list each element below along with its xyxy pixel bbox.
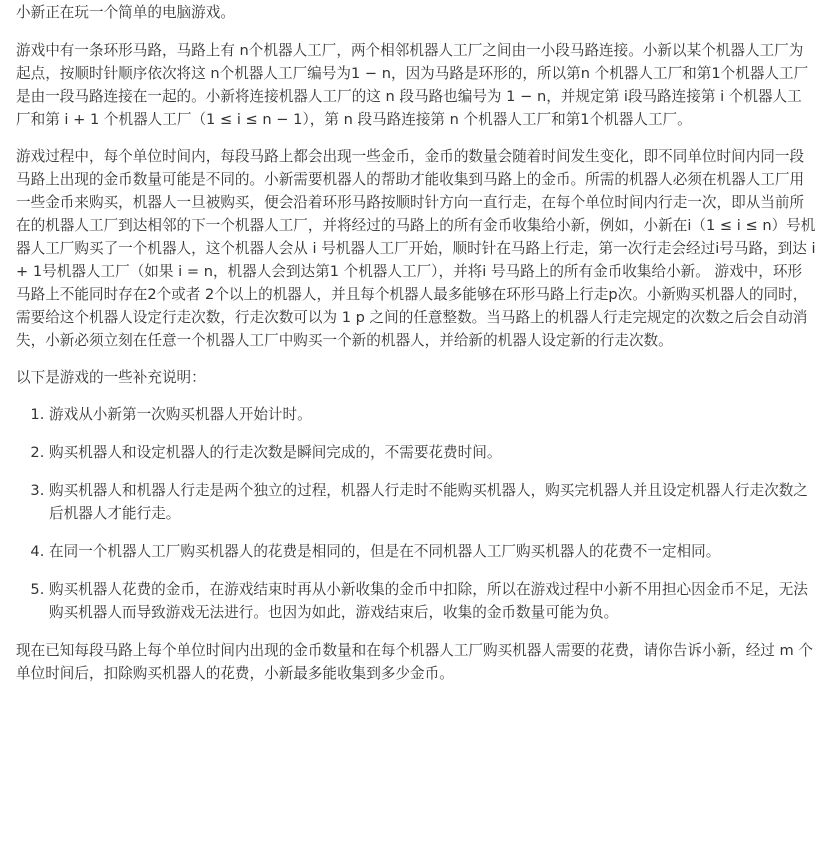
list-item: 5. 购买机器人花费的金币，在游戏结束时再从小新收集的金币中扣除，所以在游戏过程中小新不用担心因金币不足，无法购买机器人而导致游戏无法进行。也因为如此，游戏结束后，收集的金币数量可能为负。: [49, 578, 816, 624]
list-item: 2. 购买机器人和设定机器人的行走次数是瞬间完成的，不需要花费时间。: [49, 441, 816, 464]
paragraph-game-process: 游戏过程中，每个单位时间内，每段马路上都会出现一些金币，金币的数量会随着时间发生变化，即不同单位时间内同一段马路上出现的金币数量可能是不同的。小新需要机器人的帮助才能收集到马路上的金币。所需的机器人必须在机器人工厂用一些金币来购买，机器人一旦被购买，便会沿着环形马路按顺时针方向一直行走，在每个单位时间内行走一次，即从当前所在的机器人工厂到达相邻的下一个机器人工厂，并将经过的马路上的所有金币收集给小新，例如，小新在i（1 ≤ i ≤ n）号机器人工厂购买了一个机器人，这个机器人会从 i 号机器人工厂开始，顺时针在马路上行走，第一次行走会经过i号马路，到达 i + 1号机器人工厂（如果 i = n，机器人会到达第1 个机器人工厂），并将i 号马路上的所有金币收集给小新。 游戏中，环形马路上不能同时存在2个或者 2个以上的机器人，并且每个机器人最多能够在环形马路上行走p次。小新购买机器人的同时，需要给这个机器人设定行走次数，行走次数可以为 1 p 之间的任意整数。当马路上的机器人行走完规定的次数之后会自动消失，小新必须立刻在任意一个机器人工厂中购买一个新的机器人，并给新的机器人设定新的行走次数。: [16, 148, 816, 349]
paragraph-road-description: 游戏中有一条环形马路，马路上有 n个机器人工厂，两个相邻机器人工厂之间由一小段马路连接。小新以某个机器人工厂为起点，按顺时针顺序依次将这 n个机器人工厂编号为1 − n，因为马路是环形的，所以第n 个机器人工厂和第1个机器人工厂是由一段马路连接在一起的。小新将连接机器人工厂的这 n 段马路也编号为 1 − n，并规定第 i段马路连接第 i 个机器人工厂和第 i + 1 个机器人工厂（1 ≤ i ≤ n − 1），第 n 段马路连接第 n 个机器人工厂和第1个机器人工厂。: [16, 42, 809, 128]
list-item: 4. 在同一个机器人工厂购买机器人的花费是相同的，但是在不同机器人工厂购买机器人的花费不一定相同。: [49, 540, 816, 563]
list-item: 1. 游戏从小新第一次购买机器人开始计时。: [49, 403, 816, 426]
question-text: 现在已知每段马路上每个单位时间内出现的金币数量和在每个机器人工厂购买机器人需要的花费，请你告诉小新，经过 m 个单位时间后，扣除购买机器人的花费，小新最多能收集到多少金币。: [16, 642, 813, 682]
intro-text: 小新正在玩一个简单的电脑游戏。: [16, 4, 235, 21]
list-item: 3. 购买机器人和机器人行走是两个独立的过程，机器人行走时不能购买机器人，购买完机器人并且设定机器人行走次数之后机器人才能行走。: [49, 479, 816, 525]
notes-intro: 以下是游戏的一些补充说明：: [16, 369, 206, 386]
notes-list: [16, 403, 816, 624]
